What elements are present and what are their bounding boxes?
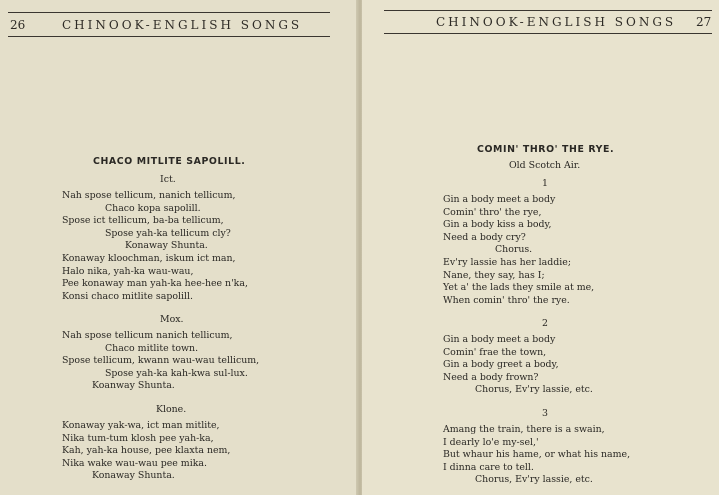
page-number: 27 <box>696 15 712 29</box>
verse-line: Yet a' the lads they smile at me, <box>443 282 595 294</box>
header-rule-bottom <box>8 36 330 37</box>
stanza-heading: Ict. <box>160 174 176 185</box>
header-rule-bottom <box>384 33 712 34</box>
header-rule-top <box>8 12 330 13</box>
right-page <box>362 0 719 495</box>
verse-line: Halo nika, yah-ka wau-wau, <box>62 265 194 277</box>
left-page <box>0 0 358 495</box>
verse-line: Comin' frae the town, <box>443 346 547 358</box>
song-title: CHACO MITLITE SAPOLILL. <box>93 156 246 167</box>
verse-line: Kah, yah-ka house, pee klaxta nem, <box>62 445 231 457</box>
verse-line: Spose yah-ka kah-kwa sul-lux. <box>105 367 248 379</box>
verse-line: Konsi chaco mitlite sapolill. <box>62 290 193 302</box>
stanza-1 <box>443 194 594 307</box>
verse-line: Ev'ry lassie has her laddie; <box>443 256 571 268</box>
stanza-number: 3 <box>542 408 548 419</box>
verse-line: Need a body cry? <box>443 231 526 243</box>
stanza-number: 1 <box>542 178 548 189</box>
verse-line: Need a body frown? <box>443 371 539 383</box>
verse-line: Gin a body meet a body <box>443 334 556 345</box>
verse-line: Chaco kopa sapolill. <box>105 202 201 214</box>
verse-line: Nane, they say, has I; <box>443 269 545 281</box>
verse-line: Nah spose tellicum nanich tellicum, <box>62 330 233 341</box>
page-number: 26 <box>10 18 26 32</box>
verse-line: Gin a body kiss a body, <box>443 219 552 231</box>
verse-line: Nah spose tellicum, nanich tellicum, <box>62 190 236 201</box>
verse-line: Koanway Shunta. <box>92 380 175 392</box>
stanza-1 <box>62 190 248 303</box>
verse-line: Nika tum-tum klosh pee yah-ka, <box>62 432 214 444</box>
verse-line: Chorus, Ev'ry lassie, etc. <box>475 474 593 486</box>
stanza-number: 2 <box>542 318 548 329</box>
stanza-3 <box>443 424 630 487</box>
stanza-2 <box>443 334 593 397</box>
verse-line: Konaway kloochman, iskum ict man, <box>62 252 236 264</box>
verse-line: But whaur his hame, or what his name, <box>443 449 631 461</box>
verse-line: Pee konaway man yah-ka hee-hee n'ka, <box>62 278 248 290</box>
verse-line: Chaco mitlite town. <box>105 342 199 354</box>
verse-line: Spose yah-ka tellicum cly? <box>105 227 231 239</box>
verse-line: Konaway Shunta. <box>125 240 208 252</box>
verse-line: Chorus, Ev'ry lassie, etc. <box>475 384 593 396</box>
verse-line: Gin a body meet a body <box>443 194 556 205</box>
stanza-heading: Mox. <box>160 314 184 325</box>
verse-line: Amang the train, there is a swain, <box>443 424 605 435</box>
running-header: CHINOOK-ENGLISH SONGS <box>62 18 303 32</box>
verse-line: Spose tellicum, kwann wau-wau tellicum, <box>62 355 260 367</box>
running-header: CHINOOK-ENGLISH SONGS <box>436 15 677 29</box>
verse-line: I dearly lo'e my-sel,' <box>443 436 539 448</box>
verse-line: Nika wake wau-wau pee mika. <box>62 457 207 469</box>
verse-line: When comin' thro' the rye. <box>443 294 570 306</box>
verse-line: Spose ict tellicum, ba-ba tellicum, <box>62 215 224 227</box>
stanza-3 <box>62 420 230 483</box>
song-title: COMIN' THRO' THE RYE. <box>477 144 615 155</box>
verse-line: Gin a body greet a body, <box>443 359 559 371</box>
stanza-heading: Klone. <box>156 404 187 415</box>
verse-line: I dinna care to tell. <box>443 461 534 473</box>
song-subtitle: Old Scotch Air. <box>509 160 581 171</box>
verse-line: Konaway Shunta. <box>92 470 175 482</box>
verse-line: Konaway yak-wa, ict man mitlite, <box>62 420 220 431</box>
header-rule-top <box>384 10 712 11</box>
stanza-2 <box>62 330 259 393</box>
verse-line: Comin' thro' the rye, <box>443 206 542 218</box>
verse-line: Chorus. <box>495 244 533 256</box>
